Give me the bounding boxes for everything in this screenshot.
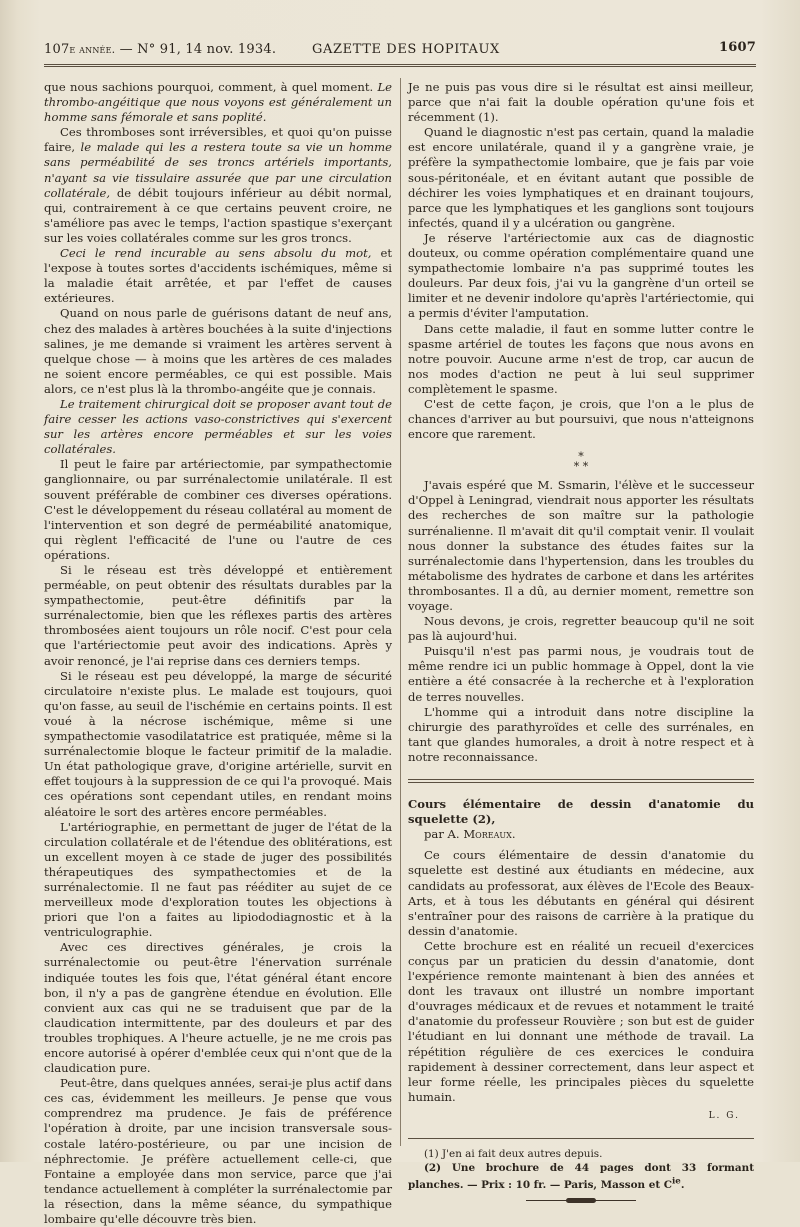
paragraph: L'artériographie, en permettant de juger de l'état de la circulation collatérale et de l'étendue des oblitérations, est un excellent moyen à ce stade de juger des possibilités thérapeutiques des sympathectomies et de la surrénalectomie. Il ne faut pas rééditer au sujet de ce merveilleux mode d'exploration toutes les objections à priori que l'on a faites au lipiododiagnostic et à la ventriculographie. <box>44 819 392 940</box>
volume-suffix: e année. <box>69 43 116 56</box>
journal-title: GAZETTE DES HOPITAUX <box>312 42 500 57</box>
paragraph: Je réserve l'artériectomie aux cas de diagnostic douteux, ou comme opération complémentaire quand une sympathectomie lombaire n'a pas supprimé toutes les douleurs. Par deux fois, j'ai vu la gangrène d'un orteil se limiter et ne devenir indolore qu'après l'artériectomie, qui a permis d'éviter l'amputation. <box>408 230 754 321</box>
asterisk-bottom: * * <box>573 460 589 474</box>
footnote-text: (2) Une brochure de 44 pages dont 33 formant planches. — Prix : 10 fr. — Paris, Masson et C <box>408 1162 754 1192</box>
page-header <box>44 40 756 62</box>
paragraph: Avec ces directives générales, je crois la surrénalectomie ou peut-être l'énervation surrénale indiquée toutes les fois que, l'état général étant encore bon, il n'y a pas de gangrène étendue en évolution. Elle convient aux cas qui ne se traduisent que par de la claudication intermittente, par des douleurs et par des troubles trophiques. A l'heure actuelle, je ne me crois pas encore autorisé à opérer d'emblée ceux qui n'ont que de la claudication pure. <box>44 940 392 1076</box>
paragraph: Le traitement chirurgical doit se proposer avant tout de faire cesser les actions vaso-constrictives qui s'exercent sur les artères encore perméables et sur les voies collatérales. <box>44 396 392 457</box>
paragraph: C'est de cette façon, je crois, que l'on a le plus de chances d'arriver au but poursuivi, que nous n'atteignons encore que rarement. <box>408 396 754 442</box>
paragraph: Si le réseau est très développé et entièrement perméable, on peut obtenir des résultats durables par la sympathectomie, peut-être définitifs par la surrénalectomie, bien que les réflexes partis des artères thrombosées aient toujours un rôle nocif. C'est pour cela que l'artériectomie peut avoir des indications. Après y avoir renoncé, je l'ai reprise dans ces derniers temps. <box>44 563 392 668</box>
column-divider <box>400 78 401 1146</box>
issue-info <box>44 42 276 57</box>
issue-date: — N° 91, 14 nov. 1934. <box>115 42 277 57</box>
left-column <box>44 80 393 1227</box>
volume-number: 107 <box>44 42 70 57</box>
asterisk-top: * <box>578 450 584 464</box>
author-name: Moreaux. <box>463 827 516 842</box>
paragraph: Peut-être, dans quelques années, serai-je plus actif dans ces cas, évidemment les meilleurs. Je pense que vous comprendrez ma prudence. Je fais de préférence l'opération à droite, par une incision transversale sous-costale latéro-postérieure, ou par une incision de néphrectomie. Je préfère actuellement celle-ci, que Fontaine a employée dans mon service, parce que j'ai tendance actuellement à compléter la surrénalectomie par la résection, dans la même séance, du sympathique lombaire qu'elle découvre très bien. <box>44 1076 392 1227</box>
footnote-2 <box>408 1161 754 1192</box>
text-run: que nous sachions pourquoi, comment, à quel moment. <box>44 80 378 94</box>
header-rule <box>44 64 756 67</box>
paragraph <box>44 80 392 125</box>
end-ornament <box>526 1198 636 1204</box>
review-signature: L. G. <box>708 1110 740 1121</box>
text-run: Ces thromboses sont irréversibles, et quoi qu'on puisse faire, <box>44 125 392 155</box>
paragraph: Puisqu'il n'est pas parmi nous, je voudrais tout de même rendre ici un public hommage à Oppel, dont la vie entière a été consacrée à la recherche et à l'exploration de terres nouvelles. <box>408 644 754 704</box>
paragraph: J'avais espéré que M. Ssmarin, l'élève et le successeur d'Oppel à Leningrad, viendrait nous apporter les résultats des recherches de son maître sur la pathologie surrénalienne. Il m'avait dit qu'il comptait venir. Il voulait nous donner la substance des études faites sur la surrénalectomie dans l'hypertension, dans les troubles du métabolisme des hydrates de carbone et dans les artérites thrombosantes. Il a dû, au dernier moment, remettre son voyage. <box>408 478 754 613</box>
section-rule <box>408 779 754 783</box>
footnote-1: (1) J'en ai fait deux autres depuis. <box>424 1148 603 1160</box>
italic-run: le malade qui les a restera toute sa vie un homme sans perméabilité de ses troncs artériels importants, n'ayant sa vie tissulaire assurée que par une circulation collatérale, <box>44 140 393 200</box>
page-number: 1607 <box>719 40 756 55</box>
text-run: et l'expose à toutes sortes d'accidents ischémiques, même si la maladie était arrêtée, et par l'effet de causes extérieures. <box>44 246 392 306</box>
ornament-center <box>566 1198 596 1203</box>
paragraph: Cette brochure est en réalité un recueil d'exercices conçus par un praticien du dessin d'anatomie, dont l'expérience remonte maintenant à bien des années et dont les travaux ont illustré un nombre important d'ouvrages médicaux et de revues et notamment le traité d'anatomie du professeur Rouvière ; son but est de guider l'étudiant en lui donnant une méthode de travail. La répétition régulière de ces exercices le conduira rapidement à dessiner correctement, dans leur aspect et leur forme réelle, les principales pièces du squelette humain. <box>408 938 754 1104</box>
paragraph: Quand on nous parle de guérisons datant de neuf ans, chez des malades à artères bouchées à la suite d'injections salines, je me demande si vraiment les artères servent à quelque chose — à moins que les artères de ces malades ne soient encore perméables, ce qui est possible. Mais alors, ce n'est plus là la thrombo-angéite que je connais. <box>44 306 392 396</box>
paragraph: Ce cours élémentaire de dessin d'anatomie du squelette est destiné aux étudiants en médecine, aux candidats au professorat, aux élèves de l'Ecole des Beaux-Arts, et à tous les débutants en général qui désirent s'entraîner pour des raisons de carrière à la pratique du dessin d'anatomie. <box>408 848 754 938</box>
review-title: Cours élémentaire de dessin d'anatomie du squelette (2), <box>408 797 754 827</box>
right-column <box>408 80 754 1192</box>
byline-prefix: par A. <box>424 827 464 842</box>
paragraph: Dans cette maladie, il faut en somme lutter contre le spasme artériel de toutes les façons que nous avons en notre pouvoir. Aucune arme n'est de trop, car aucun de nos modes d'action ne peut à lui seul supprimer complètement le spasme. <box>408 321 754 396</box>
paragraph <box>44 125 392 246</box>
footnote-superscript: ie <box>672 1177 681 1187</box>
paragraph: Quand le diagnostic n'est pas certain, quand la maladie est encore unilatérale, quand il y a gangrène vraie, je préfère la sympathectomie lombaire, que je fais par voie sous-péritonéale, et en évitant autant que possible de déchirer les voies lymphatiques et en drainant toujours, parce que les lymphatiques et les ganglions sont toujours infectés, quand il y a ulcération ou gangrène. <box>408 125 754 230</box>
paragraph: Il peut le faire par artériectomie, par sympathectomie ganglionnaire, ou par surrénalectomie unilatérale. Il est souvent préférable de combiner ces diverses opérations. C'est le développement du réseau collatéral au moment de l'intervention et son degré de perméabilité anatomique, qui règlent l'efficacité de l'une ou l'autre de ces opérations. <box>44 457 392 562</box>
review-byline <box>408 827 754 842</box>
italic-run: Le thrombo-angéitique que nous voyons est généralement un homme sans fémorale et sans poplité. <box>44 80 392 125</box>
text-run: de débit toujours inférieur au débit normal, qui, contrairement à ce que certains peuvent croire, ne s'améliore pas avec le temps, l'action spastique s'exerçant sur les voies collatérales comme sur les gros troncs. <box>44 185 392 245</box>
paragraph: L'homme qui a introduit dans notre discipline la chirurgie des parathyroïdes et celle des surrénales, en tant que glandes humorales, a droit à notre respect et à notre reconnaissance. <box>408 704 754 764</box>
footnote-rule <box>408 1138 754 1139</box>
paragraph <box>44 246 392 306</box>
paragraph: Je ne puis pas vous dire si le résultat est ainsi meilleur, parce que n'ai fait la double opération qu'une fois et récemment (1). <box>408 80 754 125</box>
paragraph: Nous devons, je crois, regretter beaucoup qu'il ne soit pas là aujourd'hui. <box>408 614 754 644</box>
section-asterisks <box>408 452 754 472</box>
footnote-end: . <box>680 1179 685 1192</box>
paragraph: Si le réseau est peu développé, la marge de sécurité circulatoire n'existe plus. Le malade est toujours, quoi qu'on fasse, au seuil de l'ischémie en certains points. Il est voué à la nécrose ischémique, même si une sympathectomie vasodilatatrice est pratiquée, même si la surrénalectomie bloque le facteur primitif de la maladie. Un état pathologique grave, d'origine artérielle, survit en effet toujours à la suppression de ce qui l'a provoqué. Mais ces opérations sont cependant utiles, en rendant moins aléatoire le sort des artères encore perméables. <box>44 668 392 819</box>
italic-run: Ceci le rend incurable au sens absolu du mot, <box>60 246 372 261</box>
